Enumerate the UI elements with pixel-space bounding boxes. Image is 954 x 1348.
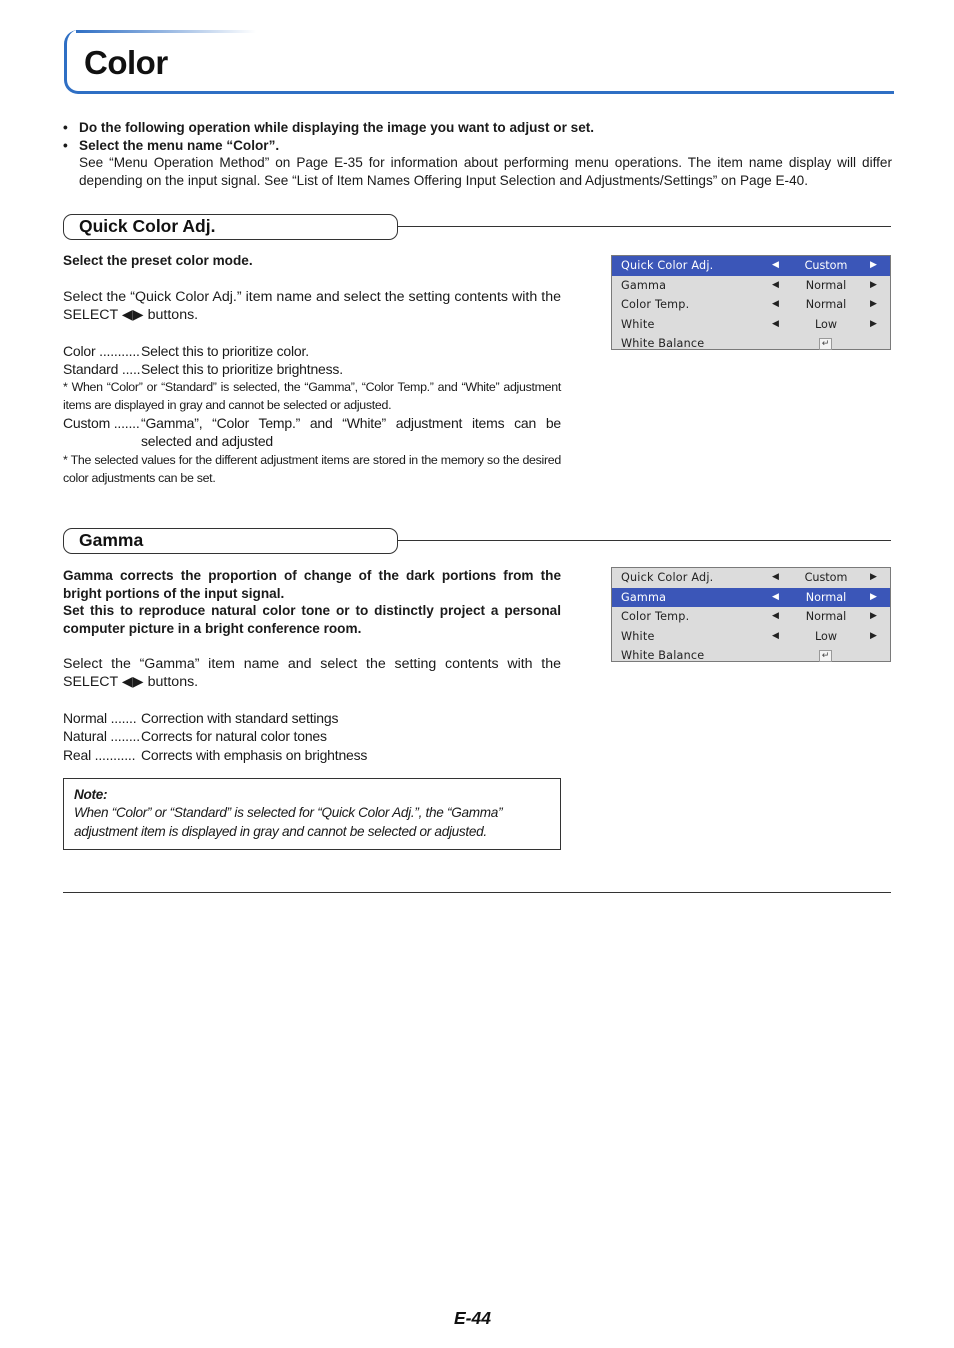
menu-row-white[interactable]	[612, 315, 890, 335]
option-row	[63, 360, 561, 378]
section-title-quick-color: Quick Color Adj.	[79, 216, 216, 236]
left-arrow-icon[interactable]: ◀	[772, 572, 779, 582]
menu-row-white[interactable]	[612, 627, 890, 647]
option-desc: Correction with standard settings	[141, 710, 339, 726]
title-frame	[64, 30, 894, 94]
gamma-options	[63, 709, 561, 764]
bottom-divider	[63, 892, 891, 893]
osd-menu-gamma	[611, 567, 891, 662]
quick-color-note-1: * When “Color” or “Standard” is selected, the “Gamma”, “Color Temp.” and “White” adjustment items are displayed in gray and cannot be selected or adjusted.	[63, 380, 561, 413]
menu-row-quick-color-adj[interactable]	[612, 256, 890, 276]
right-arrow-icon[interactable]: ▶	[870, 260, 877, 270]
menu-row-label: Quick Color Adj.	[621, 571, 714, 584]
menu-row-gamma[interactable]	[612, 276, 890, 296]
menu-row-white-balance[interactable]	[612, 646, 890, 666]
option-term: Custom .......	[63, 415, 140, 432]
quick-color-note-2: * The selected values for the different adjustment items are stored in the memory so the desired color adjustments can be set.	[63, 452, 561, 485]
menu-row-value: Normal	[805, 610, 847, 623]
menu-row-value: Custom	[804, 259, 848, 272]
section-header-gamma	[63, 528, 891, 554]
menu-row-label: Color Temp.	[621, 298, 690, 311]
menu-row-color-temp[interactable]	[612, 607, 890, 627]
left-arrow-icon[interactable]: ◀	[772, 260, 779, 270]
menu-row-value: Normal	[805, 298, 847, 311]
menu-row-value: Normal	[805, 590, 847, 604]
menu-row-gamma[interactable]	[612, 588, 890, 608]
section-header-quick-color	[63, 214, 891, 240]
title-frame-accent	[76, 30, 256, 33]
option-desc: Corrects for natural color tones	[141, 728, 327, 745]
option-desc: Corrects with emphasis on brightness	[141, 746, 368, 763]
note-title: Note:	[74, 787, 108, 802]
gamma-lead: Gamma corrects the proportion of change of the dark portions from the bright portions of the input signal.	[63, 568, 561, 601]
quick-color-instruction: Select the “Quick Color Adj.” item name and select the setting contents with the SELECT ◀▶ buttons.	[63, 288, 561, 323]
menu-row-quick-color-adj[interactable]	[612, 568, 890, 588]
enter-icon[interactable]: ↵	[819, 650, 832, 662]
right-arrow-icon[interactable]: ▶	[870, 299, 877, 309]
left-arrow-icon[interactable]: ◀	[772, 318, 779, 329]
right-arrow-icon[interactable]: ▶	[870, 572, 877, 582]
intro-body: See “Menu Operation Method” on Page E-35 for information about performing menu operations. The item name display will differ depending on the input signal. See “List of Item Names Offering Input Selection and Adjustments/Settings” on Page E-40.	[79, 155, 892, 188]
menu-row-value: Normal	[805, 278, 847, 292]
gamma-instruction: Select the “Gamma” item name and select the setting contents with the SELECT ◀▶ buttons.	[63, 656, 561, 690]
option-desc: Select this to prioritize brightness.	[141, 360, 343, 377]
right-arrow-icon[interactable]: ▶	[870, 630, 877, 641]
intro-instructions	[62, 119, 892, 189]
enter-icon[interactable]: ↵	[819, 338, 832, 350]
menu-row-label: Quick Color Adj.	[621, 259, 714, 272]
menu-row-white-balance[interactable]	[612, 334, 890, 354]
section-title-gamma: Gamma	[79, 530, 144, 550]
section-rule	[398, 540, 891, 541]
left-arrow-icon[interactable]: ◀	[772, 630, 779, 641]
section-rule	[398, 226, 891, 227]
quick-color-lead: Select the preset color mode.	[63, 253, 253, 268]
left-arrow-icon[interactable]: ◀	[772, 611, 779, 621]
menu-row-label: Gamma	[621, 278, 667, 292]
option-term: Natural ........	[63, 728, 140, 745]
menu-row-label: White Balance	[621, 337, 705, 350]
menu-row-label: Color Temp.	[621, 610, 690, 623]
option-term: Normal .......	[63, 710, 137, 726]
right-arrow-icon[interactable]: ▶	[870, 591, 877, 602]
right-arrow-icon[interactable]: ▶	[870, 611, 877, 621]
option-row	[63, 342, 561, 360]
menu-row-label: White Balance	[621, 649, 705, 662]
option-row	[63, 727, 561, 745]
option-row	[63, 746, 561, 764]
gamma-body	[63, 567, 561, 764]
intro-bullet-2: • Select the menu name “Color”.	[62, 137, 892, 155]
left-arrow-icon[interactable]: ◀	[772, 591, 779, 602]
page-number: E-44	[454, 1308, 491, 1328]
option-row	[63, 414, 561, 451]
right-arrow-icon[interactable]: ▶	[870, 318, 877, 329]
page-title: Color	[84, 44, 168, 81]
note-box	[63, 778, 561, 850]
right-arrow-icon[interactable]: ▶	[870, 279, 877, 290]
option-desc: “Gamma”, “Color Temp.” and “White” adjustment items can be selected and adjusted	[141, 415, 561, 450]
menu-row-label: White	[621, 317, 655, 331]
left-arrow-icon[interactable]: ◀	[772, 299, 779, 309]
note-body: When “Color” or “Standard” is selected for “Quick Color Adj.”, the “Gamma” adjustment item is displayed in gray and cannot be selected or adjusted.	[74, 805, 503, 839]
quick-color-body	[63, 252, 561, 487]
menu-row-value: Low	[814, 629, 838, 643]
menu-row-value: Custom	[804, 571, 848, 584]
menu-row-color-temp[interactable]	[612, 295, 890, 315]
menu-row-label: Gamma	[621, 590, 667, 604]
quick-color-options	[63, 342, 561, 487]
osd-menu-quick-color	[611, 255, 891, 350]
left-arrow-icon[interactable]: ◀	[772, 279, 779, 290]
option-row	[63, 709, 561, 727]
intro-bullet-1: • Do the following operation while displaying the image you want to adjust or set.	[62, 119, 892, 137]
option-desc: Select this to prioritize color.	[141, 342, 309, 359]
option-term: Standard .....	[63, 360, 141, 377]
option-term: Real ...........	[63, 746, 136, 763]
menu-row-value: Low	[814, 317, 838, 331]
menu-row-label: White	[621, 629, 655, 643]
option-term: Color ...........	[63, 342, 140, 359]
gamma-lead-2: Set this to reproduce natural color tone or to distinctly project a personal computer picture in a bright conference room.	[63, 603, 561, 636]
